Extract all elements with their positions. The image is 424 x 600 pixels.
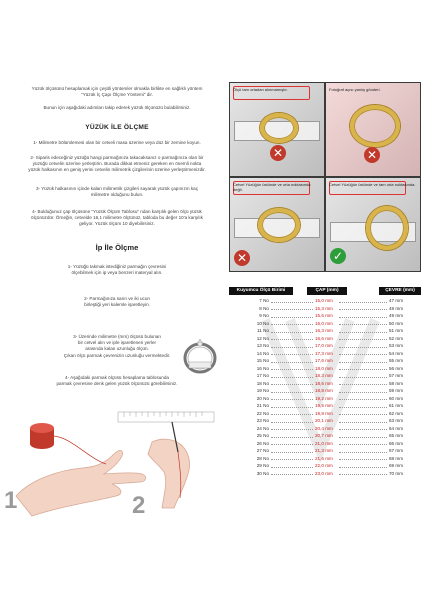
ring-step-2: 2- Siparis edeceğiniz yüzüğü hangi parmağınıza takacaksanız o parmağınıza olan bir yüzüğü cetvelin üzerine yerleştirin. Burada dikkat etmeniz gereken en önemli nokta yüzük halkasının en geniş yerini cetvelin milimetrik çizgilerinin üzerine yerleştirmenizdir.: [28, 155, 206, 173]
circumference-cell: 57 mm: [389, 373, 404, 378]
size-cell: 19 No: [256, 388, 269, 393]
dotted-leader: [271, 369, 313, 370]
table-row: [229, 440, 421, 448]
thread-step-3: 3- Üzerinde milimetre (mm) ölçüsü bulunan bir cetvel alın ve iple işaretlenen yerler arasında kalan uzunluğu ölçün. Çıkan ölçü parmak çevrenizin uzunluğu vermektedir.: [63, 334, 171, 358]
dotted-leader: [271, 384, 313, 385]
dotted-leader: [271, 354, 313, 355]
table-row: [229, 305, 421, 313]
col-header-size: Kuyumcu Ölçü Birimi: [229, 287, 293, 295]
ring-step-3: 3- Yüzük halkasının içinde kalan milimetrik çizgileri sayarak yüzük çapınızın kaç milimetre olduğunu bulun.: [35, 186, 199, 198]
circumference-cell: 52 mm: [389, 335, 404, 341]
diameter-cell: 18,8 mm: [315, 388, 333, 393]
table-row: [229, 335, 421, 343]
size-cell: 17 No: [256, 373, 269, 378]
diameter-cell: 20,7 mm: [315, 433, 333, 438]
wrong-x-icon: ✕: [234, 250, 250, 266]
size-cell: 16 No: [256, 365, 269, 371]
table-row: [229, 462, 421, 470]
circumference-cell: 61 mm: [389, 403, 404, 408]
figure-number-2: 2: [132, 492, 146, 519]
circumference-cell: 49 mm: [389, 313, 404, 318]
dotted-leader: [339, 324, 387, 325]
dotted-leader: [271, 429, 313, 430]
dotted-leader: [271, 474, 313, 475]
ring-step-4: 4- Bulduğunuz çap ölçüsüne "Yüzük Ölçüm Tablosu" ndan karşılık gelen ölçü yüzük ölçünüzdür. Örneğin, cetvelde 16,1 milimetre ölçtünüz, tabloda bu değer 10'a karşılık geliyor. Yüzük ölçüm 10 diyebilirsiniz.: [31, 209, 203, 227]
diameter-cell: 17,3 mm: [315, 350, 333, 356]
dotted-leader: [339, 459, 387, 460]
circumference-cell: 67 mm: [389, 448, 404, 453]
thread-method-heading: İp İle Ölçme: [95, 243, 139, 252]
size-cell: 25 No: [256, 433, 269, 438]
table-row: [229, 417, 421, 425]
circumference-cell: 66 mm: [389, 440, 404, 446]
circumference-cell: 60 mm: [389, 395, 404, 401]
dotted-leader: [339, 384, 387, 385]
table-row: [229, 350, 421, 358]
dotted-leader: [339, 392, 387, 393]
dotted-leader: [271, 324, 313, 325]
circumference-cell: 70 mm: [389, 470, 404, 476]
dotted-leader: [339, 317, 387, 318]
dotted-leader: [339, 467, 387, 468]
size-cell: 22 No: [256, 410, 269, 416]
circumference-cell: 69 mm: [389, 463, 404, 468]
diameter-cell: 20,4 mm: [315, 425, 333, 431]
dotted-leader: [339, 302, 387, 303]
dotted-leader: [339, 354, 387, 355]
table-row: [229, 410, 421, 418]
size-cell: 28 No: [256, 455, 269, 461]
dotted-leader: [271, 414, 313, 415]
table-row: [229, 372, 421, 380]
dotted-leader: [339, 369, 387, 370]
diameter-cell: 21,6 mm: [315, 455, 333, 461]
circumference-cell: 54 mm: [389, 350, 404, 356]
table-row: [229, 432, 421, 440]
diameter-cell: 19,2 mm: [315, 395, 333, 401]
size-cell: 14 No: [256, 350, 269, 356]
table-row: [229, 342, 421, 350]
diameter-cell: 18,0 mm: [315, 365, 333, 371]
size-cell: 7 No: [259, 298, 269, 303]
table-row: [229, 395, 421, 403]
wrong-x-icon: ✕: [270, 145, 286, 161]
dotted-leader: [339, 474, 387, 475]
dotted-leader: [271, 422, 313, 423]
table-row: [229, 297, 421, 305]
table-row: [229, 365, 421, 373]
dotted-leader: [339, 399, 387, 400]
dotted-leader: [271, 444, 313, 445]
dotted-leader: [339, 332, 387, 333]
size-cell: 26 No: [256, 440, 269, 446]
table-row: [229, 312, 421, 320]
thread-step-4: 4- Aşağıdaki parmak ölçüsü hesaplama tablosunda parmak çevresine denk gelen yüzük ölçünüzü görebilirsiniz.: [56, 375, 178, 387]
circumference-cell: 68 mm: [389, 455, 404, 461]
size-cell: 10 No: [256, 320, 269, 326]
dotted-leader: [271, 437, 313, 438]
circumference-cell: 65 mm: [389, 433, 404, 438]
dotted-leader: [271, 399, 313, 400]
dotted-leader: [339, 347, 387, 348]
diameter-cell: 16,3 mm: [315, 328, 333, 333]
dotted-leader: [271, 309, 313, 310]
dotted-leader: [271, 332, 313, 333]
dotted-leader: [271, 362, 313, 363]
hand-illustration: [2, 398, 226, 534]
dotted-leader: [271, 317, 313, 318]
intro-text: Yüzük ölçüsünü hesaplamak için çeşitli yöntemler olmakla birlikte en sağlıklı yöntem "Yüzük İç Çapı Ölçme Yöntemi" dir. Bunun için aşağıdaki adımları takip ederek yüzük ölçünüzü bulabilirsiniz.: [31, 86, 203, 111]
gold-ring: [366, 206, 408, 250]
size-cell: 24 No: [256, 425, 269, 431]
size-cell: 20 No: [256, 395, 269, 401]
photo-ruler-not-centered: Cetvel Yüzüğün üstünde ve orta noktasında değil. ✕: [230, 178, 324, 271]
size-cell: 11 No: [257, 328, 269, 333]
diameter-cell: 16,6 mm: [315, 335, 333, 341]
table-row: [229, 470, 421, 478]
size-cell: 30 No: [256, 470, 269, 476]
dotted-leader: [339, 437, 387, 438]
circumference-cell: 47 mm: [389, 298, 404, 303]
dotted-leader: [339, 429, 387, 430]
table-row: [229, 380, 421, 388]
dotted-leader: [339, 339, 387, 340]
circumference-cell: 59 mm: [389, 388, 404, 393]
diameter-cell: 20,1 mm: [315, 418, 333, 423]
size-cell: 9 No: [259, 313, 269, 318]
table-row: [229, 455, 421, 463]
ring-step-1: 1- Milimetre bölümlemesi olan bir cetveli masa üzerine veya düz bir zemine koyun.: [33, 140, 201, 145]
diameter-cell: 19,8 mm: [315, 410, 333, 416]
circumference-cell: 56 mm: [389, 365, 404, 371]
dotted-leader: [271, 459, 313, 460]
diameter-cell: 17,0 mm: [315, 343, 333, 348]
figure-number-1: 1: [4, 487, 18, 514]
dotted-leader: [339, 452, 387, 453]
dotted-leader: [271, 377, 313, 378]
size-cell: 12 No: [256, 335, 269, 341]
size-cell: 18 No: [256, 380, 269, 386]
photo-wrong-angle: Fotoğraf açısı yanlış gönderi. ✕: [326, 83, 420, 176]
thread-step-2: 2- Parmağınıza sarın ve iki ucun birleştiği yeri kalemle işaretleyin.: [84, 296, 150, 308]
photo-wrong-center: Ölçü tam ortadan alınmamıştır. ✕: [230, 83, 324, 176]
dotted-leader: [271, 347, 313, 348]
dotted-leader: [339, 362, 387, 363]
circumference-cell: 55 mm: [389, 358, 404, 363]
size-cell: 29 No: [256, 463, 269, 468]
circumference-cell: 63 mm: [389, 418, 404, 423]
size-cell: 21 No: [256, 403, 269, 408]
circumference-cell: 58 mm: [389, 380, 404, 386]
gold-ring: [258, 208, 300, 242]
table-row: [229, 402, 421, 410]
photo-correct: Cetvel Yüzüğün üstünde ve tam orta noktasında. ✓: [326, 178, 420, 271]
diameter-cell: 22,0 mm: [315, 463, 333, 468]
table-row: [229, 447, 421, 455]
dotted-leader: [339, 407, 387, 408]
size-cell: 27 No: [256, 448, 269, 453]
dotted-leader: [271, 467, 313, 468]
wrong-x-icon: ✕: [364, 147, 380, 163]
circumference-cell: 48 mm: [389, 305, 404, 311]
circumference-cell: 50 mm: [389, 320, 404, 326]
thread-step-1: 1- Yüzüğü takmak istediğiniz parmağın çevresini ölçebilmek için ip veya benzeri materyal alın.: [67, 264, 167, 276]
ring-method-heading: YÜZÜK İLE ÖLÇME: [85, 124, 149, 131]
gold-ring: [260, 113, 298, 143]
dotted-leader: [271, 452, 313, 453]
circumference-cell: 62 mm: [389, 410, 404, 416]
table-row: [229, 387, 421, 395]
diameter-cell: 17,6 mm: [315, 358, 333, 363]
size-cell: 23 No: [256, 418, 269, 423]
dotted-leader: [339, 377, 387, 378]
diameter-cell: 15,3 mm: [315, 305, 333, 311]
dotted-leader: [271, 407, 313, 408]
diameter-cell: 23,0 mm: [315, 470, 333, 476]
check-icon: ✓: [330, 248, 346, 264]
diameter-cell: 19,5 mm: [315, 403, 333, 408]
size-cell: 13 No: [256, 343, 269, 348]
diameter-cell: 15,6 mm: [315, 313, 333, 318]
diameter-cell: 15,0 mm: [315, 298, 333, 303]
circumference-cell: 53 mm: [389, 343, 404, 348]
ring-measure-photo-grid: [229, 82, 421, 272]
dotted-leader: [339, 414, 387, 415]
diameter-cell: 18,6 mm: [315, 380, 333, 386]
dotted-leader: [339, 444, 387, 445]
table-row: [229, 425, 421, 433]
diameter-cell: 16,0 mm: [315, 320, 333, 326]
dotted-leader: [339, 309, 387, 310]
table-row: [229, 357, 421, 365]
col-header-diameter: ÇAP (mm): [307, 287, 347, 295]
diameter-cell: 21,3 mm: [315, 448, 333, 453]
table-row: [229, 327, 421, 335]
circumference-cell: 51 mm: [389, 328, 404, 333]
col-header-circumference: ÇEVRE (mm): [379, 287, 421, 295]
diameter-cell: 21,0 mm: [315, 440, 333, 446]
table-row: [229, 320, 421, 328]
dotted-leader: [271, 392, 313, 393]
gold-ring: [350, 105, 400, 147]
diameter-cell: 18,3 mm: [315, 373, 333, 378]
size-cell: 8 No: [259, 305, 269, 311]
dotted-leader: [271, 339, 313, 340]
dotted-leader: [339, 422, 387, 423]
circumference-cell: 64 mm: [389, 425, 404, 431]
dotted-leader: [271, 302, 313, 303]
size-cell: 15 No: [256, 358, 269, 363]
